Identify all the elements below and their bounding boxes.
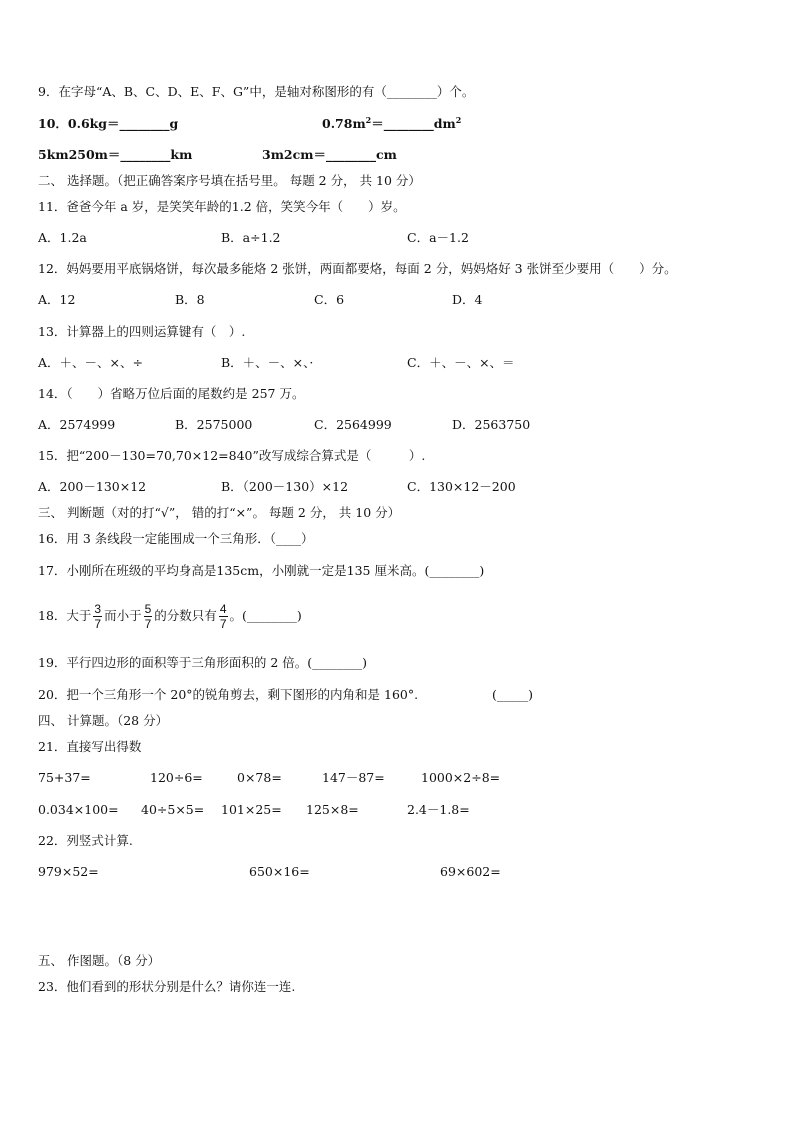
q18-middle: 而小于 bbox=[104, 608, 142, 623]
section-5-heading: 五、 作图题。（8 分） bbox=[38, 953, 161, 968]
q21-item: 2.4－1.8= bbox=[407, 802, 470, 817]
q21-item: 0.034×100= bbox=[38, 802, 119, 817]
q13-option-b: B．＋、－、×、· bbox=[221, 355, 314, 370]
q15-option-a: A．200－130×12 bbox=[38, 479, 147, 494]
q21-item: 120÷6= bbox=[150, 770, 203, 785]
question-17: 17．小刚所在班级的平均身高是135cm，小刚就一定是135 厘米高。(________) bbox=[38, 563, 485, 578]
section-2-heading: 二、 选择题。（把正确答案序号填在括号里。 每题 2 分， 共 10 分） bbox=[38, 173, 421, 188]
question-10b-middle: ＝________dm bbox=[371, 116, 456, 131]
question-20: 20．把一个三角形一个 20°的锐角剪去，剩下图形的内角和是 160°. bbox=[38, 687, 419, 702]
fraction-3-7 bbox=[93, 602, 102, 631]
q22-item: 69×602= bbox=[440, 864, 501, 879]
question-12: 12．妈妈要用平底锅烙饼，每次最多能烙 2 张饼，两面都要烙，每面 2 分，妈妈烙好 3 张饼至少要用（ ）分。 bbox=[38, 261, 677, 276]
fraction-denominator: 7 bbox=[144, 617, 152, 631]
question-22: 22．列竖式计算. bbox=[38, 833, 133, 848]
q12-option-a: A．12 bbox=[38, 292, 76, 307]
q11-option-c: C．a－1.2 bbox=[407, 230, 469, 245]
fraction-denominator: 7 bbox=[94, 617, 102, 631]
q14-option-b: B．2575000 bbox=[175, 417, 253, 432]
question-11: 11．爸爸今年 a 岁，是笑笑年龄的1.2 倍，笑笑今年（ ）岁。 bbox=[38, 199, 406, 214]
q15-option-c: C．130×12－200 bbox=[407, 479, 516, 494]
question-18 bbox=[38, 596, 302, 636]
fraction-numerator: 3 bbox=[94, 602, 102, 616]
q12-option-b: B．8 bbox=[175, 292, 205, 307]
question-19: 19．平行四边形的面积等于三角形面积的 2 倍。(________) bbox=[38, 655, 368, 670]
fraction-numerator: 4 bbox=[219, 602, 227, 616]
question-14: 14．（ ）省略万位后面的尾数约是 257 万。 bbox=[38, 386, 305, 401]
question-15: 15．把“200－130=70,70×12=840”改写成综合算式是（ ）. bbox=[38, 448, 426, 463]
fraction-5-7 bbox=[144, 602, 153, 631]
q22-item: 650×16= bbox=[249, 864, 310, 879]
q21-item: 125×8= bbox=[306, 802, 359, 817]
question-10c: 5km250m＝________km bbox=[38, 147, 193, 162]
fraction-4-7 bbox=[219, 602, 228, 631]
q14-option-a: A．2574999 bbox=[38, 417, 116, 432]
q11-option-b: B．a÷1.2 bbox=[221, 230, 281, 245]
q22-item: 979×52= bbox=[38, 864, 99, 879]
question-10a: 10．0.6kg＝________g bbox=[38, 116, 179, 131]
q18-middle-2: 的分数只有 bbox=[154, 608, 217, 623]
q15-option-b: B．（200－130）×12 bbox=[221, 479, 349, 494]
question-10d: 3m2cm＝________cm bbox=[262, 147, 397, 162]
q12-option-c: C．6 bbox=[314, 292, 345, 307]
q21-item: 147－87= bbox=[322, 770, 385, 785]
fraction-numerator: 5 bbox=[144, 602, 152, 616]
q21-item: 0×78= bbox=[237, 770, 282, 785]
question-16: 16．用 3 条线段一定能围成一个三角形．（____） bbox=[38, 531, 314, 546]
question-10b-exponent: 2 bbox=[365, 114, 372, 125]
question-10b bbox=[322, 116, 461, 132]
q20-answer-blank: (_____) bbox=[492, 687, 534, 702]
question-13: 13．计算器上的四则运算键有（ ）. bbox=[38, 324, 246, 339]
section-3-heading: 三、 判断题（对的打“√”， 错的打“×”。 每题 2 分， 共 10 分） bbox=[38, 505, 401, 520]
question-9: 9．在字母“A、B、C、D、E、F、G”中，是轴对称图形的有（________）个。 bbox=[38, 84, 475, 99]
q18-suffix: 。(________) bbox=[229, 608, 302, 623]
q12-option-d: D．4 bbox=[452, 292, 483, 307]
q14-option-d: D．2563750 bbox=[452, 417, 531, 432]
q21-item: 40÷5×5= bbox=[141, 802, 205, 817]
q14-option-c: C．2564999 bbox=[314, 417, 392, 432]
q21-item: 101×25= bbox=[221, 802, 282, 817]
question-23: 23．他们看到的形状分别是什么？请你连一连. bbox=[38, 979, 296, 994]
question-21: 21．直接写出得数 bbox=[38, 739, 142, 754]
q21-item: 75+37= bbox=[38, 770, 91, 785]
question-10b-exponent-2: 2 bbox=[455, 114, 462, 125]
section-4-heading: 四、 计算题。（28 分） bbox=[38, 713, 169, 728]
question-10b-prefix: 0.78m bbox=[322, 116, 366, 131]
q13-option-a: A．＋、－、×、÷ bbox=[38, 355, 143, 370]
fraction-denominator: 7 bbox=[219, 617, 227, 631]
q18-prefix: 18．大于 bbox=[38, 608, 92, 623]
q21-item: 1000×2÷8= bbox=[421, 770, 501, 785]
q11-option-a: A．1.2a bbox=[38, 230, 87, 245]
q13-option-c: C．＋、－、×、＝ bbox=[407, 355, 515, 370]
